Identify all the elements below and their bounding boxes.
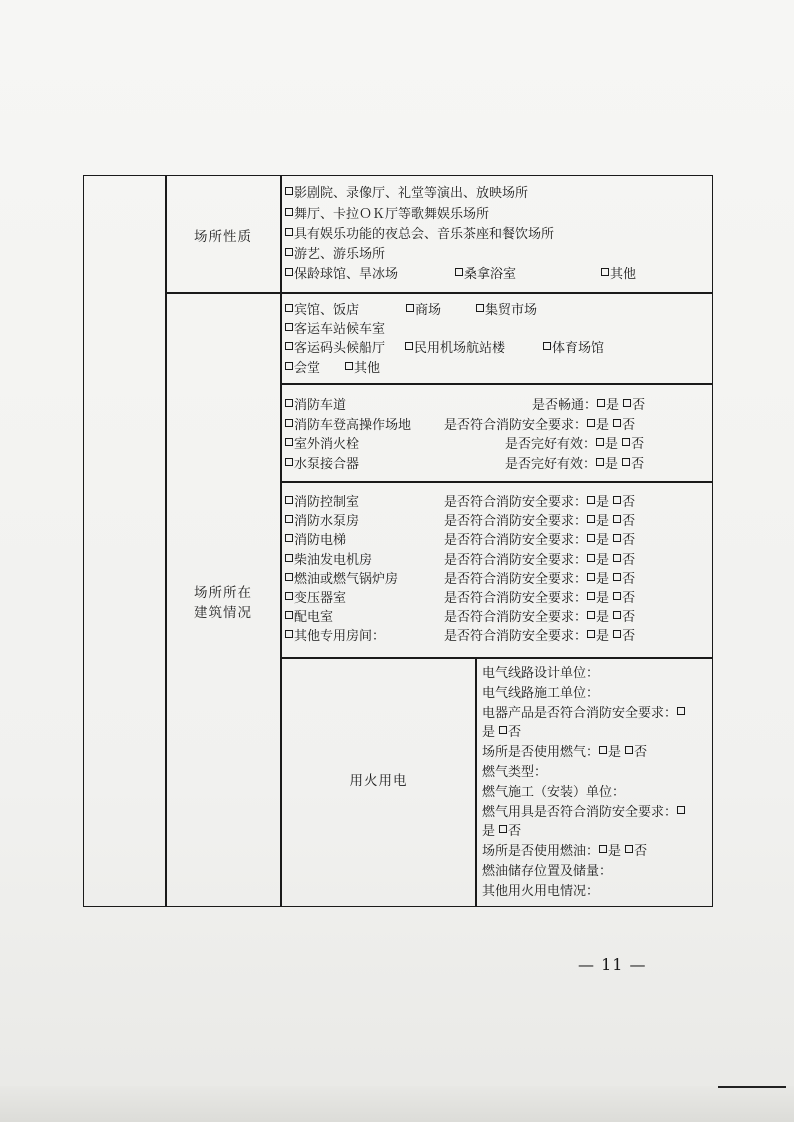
yes-checkbox[interactable] [587, 611, 595, 619]
room-control-question: 是否符合消防安全要求： 是 否 [444, 495, 636, 510]
yes-checkbox[interactable] [587, 419, 595, 427]
scan-bottom-band [0, 1086, 794, 1122]
yes-checkbox[interactable] [677, 707, 685, 715]
col-divider-3 [475, 657, 477, 907]
electrical-construction-unit[interactable]: 电气线路施工单位： [482, 685, 600, 701]
gas-type[interactable]: 燃气类型： [482, 764, 548, 780]
checkbox[interactable] [285, 323, 293, 331]
checkbox[interactable] [285, 458, 293, 466]
checkbox[interactable] [601, 268, 609, 276]
scan-edge-line [718, 1086, 786, 1088]
no-checkbox[interactable] [625, 845, 633, 853]
checkbox[interactable] [345, 362, 353, 370]
oil-use-question: 场所是否使用燃油： 是 否 [482, 844, 648, 860]
room-boiler[interactable]: 燃油或燃气锅炉房 [285, 571, 398, 589]
no-checkbox[interactable] [613, 554, 621, 562]
access-pump-connector-question: 是否完好有效： 是 否 [505, 457, 645, 472]
no-checkbox[interactable] [622, 438, 630, 446]
yes-checkbox[interactable] [597, 399, 605, 407]
checkbox[interactable] [285, 187, 293, 195]
building-label: 场所所在 建筑情况 [194, 585, 252, 621]
page-number: — 11 — [578, 955, 647, 974]
checkbox[interactable] [476, 304, 484, 312]
room-distribution-question: 是否符合消防安全要求： 是 否 [444, 610, 636, 625]
checkbox[interactable] [285, 419, 293, 427]
room-pump[interactable]: 消防水泵房 [285, 513, 359, 531]
oil-storage[interactable]: 燃油储存位置及储量： [482, 863, 613, 879]
row-divider-types [280, 383, 713, 385]
no-checkbox[interactable] [613, 630, 621, 638]
nature-option-bowling[interactable]: 保龄球馆、旱冰场 [285, 266, 398, 284]
room-other[interactable]: 其他专用房间： [285, 628, 385, 646]
room-generator-question: 是否符合消防安全要求： 是 否 [444, 553, 636, 568]
gas-appliance-answer: 是 否 [482, 824, 522, 840]
room-pump-question: 是否符合消防安全要求： 是 否 [444, 514, 636, 529]
nature-option-cinema[interactable]: 影剧院、录像厅、礼堂等演出、放映场所 [285, 185, 528, 203]
fire-electric-details [482, 664, 710, 902]
no-checkbox[interactable] [625, 746, 633, 754]
access-hydrant[interactable]: 室外消火栓 [285, 436, 359, 454]
checkbox[interactable] [285, 268, 293, 276]
checkbox[interactable] [285, 534, 293, 542]
electrical-products-answer: 是 否 [482, 725, 522, 741]
room-generator[interactable]: 柴油发电机房 [285, 552, 372, 570]
no-checkbox[interactable] [622, 458, 630, 466]
yes-checkbox[interactable] [587, 573, 595, 581]
yes-checkbox[interactable] [587, 534, 595, 542]
checkbox[interactable] [285, 554, 293, 562]
row-divider-access [280, 481, 713, 483]
yes-checkbox[interactable] [587, 630, 595, 638]
room-other-question: 是否符合消防安全要求： 是 否 [444, 629, 636, 644]
yes-checkbox[interactable] [587, 554, 595, 562]
checkbox[interactable] [405, 342, 413, 350]
gas-use-question: 场所是否使用燃气： 是 否 [482, 745, 648, 761]
yes-checkbox[interactable] [599, 746, 607, 754]
checkbox[interactable] [285, 573, 293, 581]
yes-checkbox[interactable] [587, 496, 595, 504]
access-fire-lane-question: 是否畅通： 是 否 [532, 398, 646, 413]
checkbox[interactable] [285, 496, 293, 504]
checkbox[interactable] [285, 611, 293, 619]
other-fire-electric-use[interactable]: 其他用火用电情况： [482, 883, 600, 899]
nature-option-dance-hall[interactable]: 舞厅、卡拉ＯＫ厅等歌舞娱乐场所 [285, 206, 489, 224]
yes-checkbox[interactable] [596, 438, 604, 446]
checkbox[interactable] [285, 592, 293, 600]
gas-installer[interactable]: 燃气施工（安装）单位： [482, 784, 626, 800]
checkbox[interactable] [285, 630, 293, 638]
no-checkbox[interactable] [613, 496, 621, 504]
nature-option-amusement[interactable]: 游艺、游乐场所 [285, 246, 385, 264]
checkbox[interactable] [406, 304, 414, 312]
col-divider-2 [280, 175, 282, 907]
room-elevator-question: 是否符合消防安全要求： 是 否 [444, 533, 636, 548]
checkbox[interactable] [285, 228, 293, 236]
nature-option-sauna[interactable]: 桑拿浴室 [455, 266, 516, 284]
checkbox[interactable] [285, 248, 293, 256]
checkbox[interactable] [285, 208, 293, 216]
nature-option-nightclub[interactable]: 具有娱乐功能的夜总会、音乐茶座和餐饮场所 [285, 226, 554, 244]
row-divider-nature [165, 292, 713, 294]
no-checkbox[interactable] [623, 399, 631, 407]
access-hydrant-question: 是否完好有效： 是 否 [505, 437, 645, 452]
room-distribution[interactable]: 配电室 [285, 609, 333, 627]
access-aerial-platform[interactable]: 消防车登高操作场地 [285, 417, 411, 435]
access-aerial-platform-question: 是否符合消防安全要求： 是 否 [444, 418, 636, 433]
room-elevator[interactable]: 消防电梯 [285, 532, 346, 550]
access-pump-connector[interactable]: 水泵接合器 [285, 456, 359, 474]
venue-nature-label: 场所性质 [194, 229, 252, 245]
type-other[interactable]: 其他 [345, 360, 380, 378]
row-divider-rooms [280, 657, 713, 659]
type-hall[interactable]: 会堂 [285, 360, 320, 378]
no-checkbox[interactable] [613, 419, 621, 427]
yes-checkbox[interactable] [587, 515, 595, 523]
room-transformer-question: 是否符合消防安全要求： 是 否 [444, 591, 636, 606]
no-checkbox[interactable] [613, 592, 621, 600]
checkbox[interactable] [285, 342, 293, 350]
type-airport[interactable]: 民用机场航站楼 [405, 340, 505, 358]
checkbox[interactable] [285, 362, 293, 370]
room-boiler-question: 是否符合消防安全要求： 是 否 [444, 572, 636, 587]
type-market[interactable]: 集贸市场 [476, 302, 537, 320]
electrical-design-unit[interactable]: 电气线路设计单位： [482, 666, 600, 681]
room-transformer[interactable]: 变压器室 [285, 590, 346, 608]
fire-electric-label: 用火用电 [349, 773, 408, 789]
checkbox[interactable] [455, 268, 463, 276]
type-stadium[interactable]: 体育场馆 [543, 340, 604, 358]
no-checkbox[interactable] [613, 573, 621, 581]
yes-checkbox[interactable] [596, 458, 604, 466]
checkbox[interactable] [285, 438, 293, 446]
gas-appliance-question: 燃气用具是否符合消防安全要求： [482, 803, 710, 823]
no-checkbox[interactable] [613, 534, 621, 542]
no-checkbox[interactable] [499, 726, 507, 734]
type-mall[interactable]: 商场 [406, 302, 441, 320]
type-hotel[interactable]: 宾馆、饭店 [285, 302, 359, 320]
yes-checkbox[interactable] [599, 845, 607, 853]
room-control[interactable]: 消防控制室 [285, 494, 359, 512]
access-fire-lane[interactable]: 消防车道 [285, 397, 346, 415]
no-checkbox[interactable] [613, 611, 621, 619]
checkbox[interactable] [543, 342, 551, 350]
checkbox[interactable] [285, 304, 293, 312]
no-checkbox[interactable] [499, 825, 507, 833]
checkbox[interactable] [285, 515, 293, 523]
type-ferry-terminal[interactable]: 客运码头候船厅 [285, 340, 385, 358]
yes-checkbox[interactable] [677, 806, 685, 814]
nature-option-other[interactable]: 其他 [601, 266, 636, 284]
type-bus-station[interactable]: 客运车站候车室 [285, 321, 385, 339]
no-checkbox[interactable] [613, 515, 621, 523]
yes-checkbox[interactable] [587, 592, 595, 600]
col-divider-1 [165, 175, 167, 907]
electrical-products-question: 电器产品是否符合消防安全要求： [482, 704, 710, 724]
checkbox[interactable] [285, 399, 293, 407]
